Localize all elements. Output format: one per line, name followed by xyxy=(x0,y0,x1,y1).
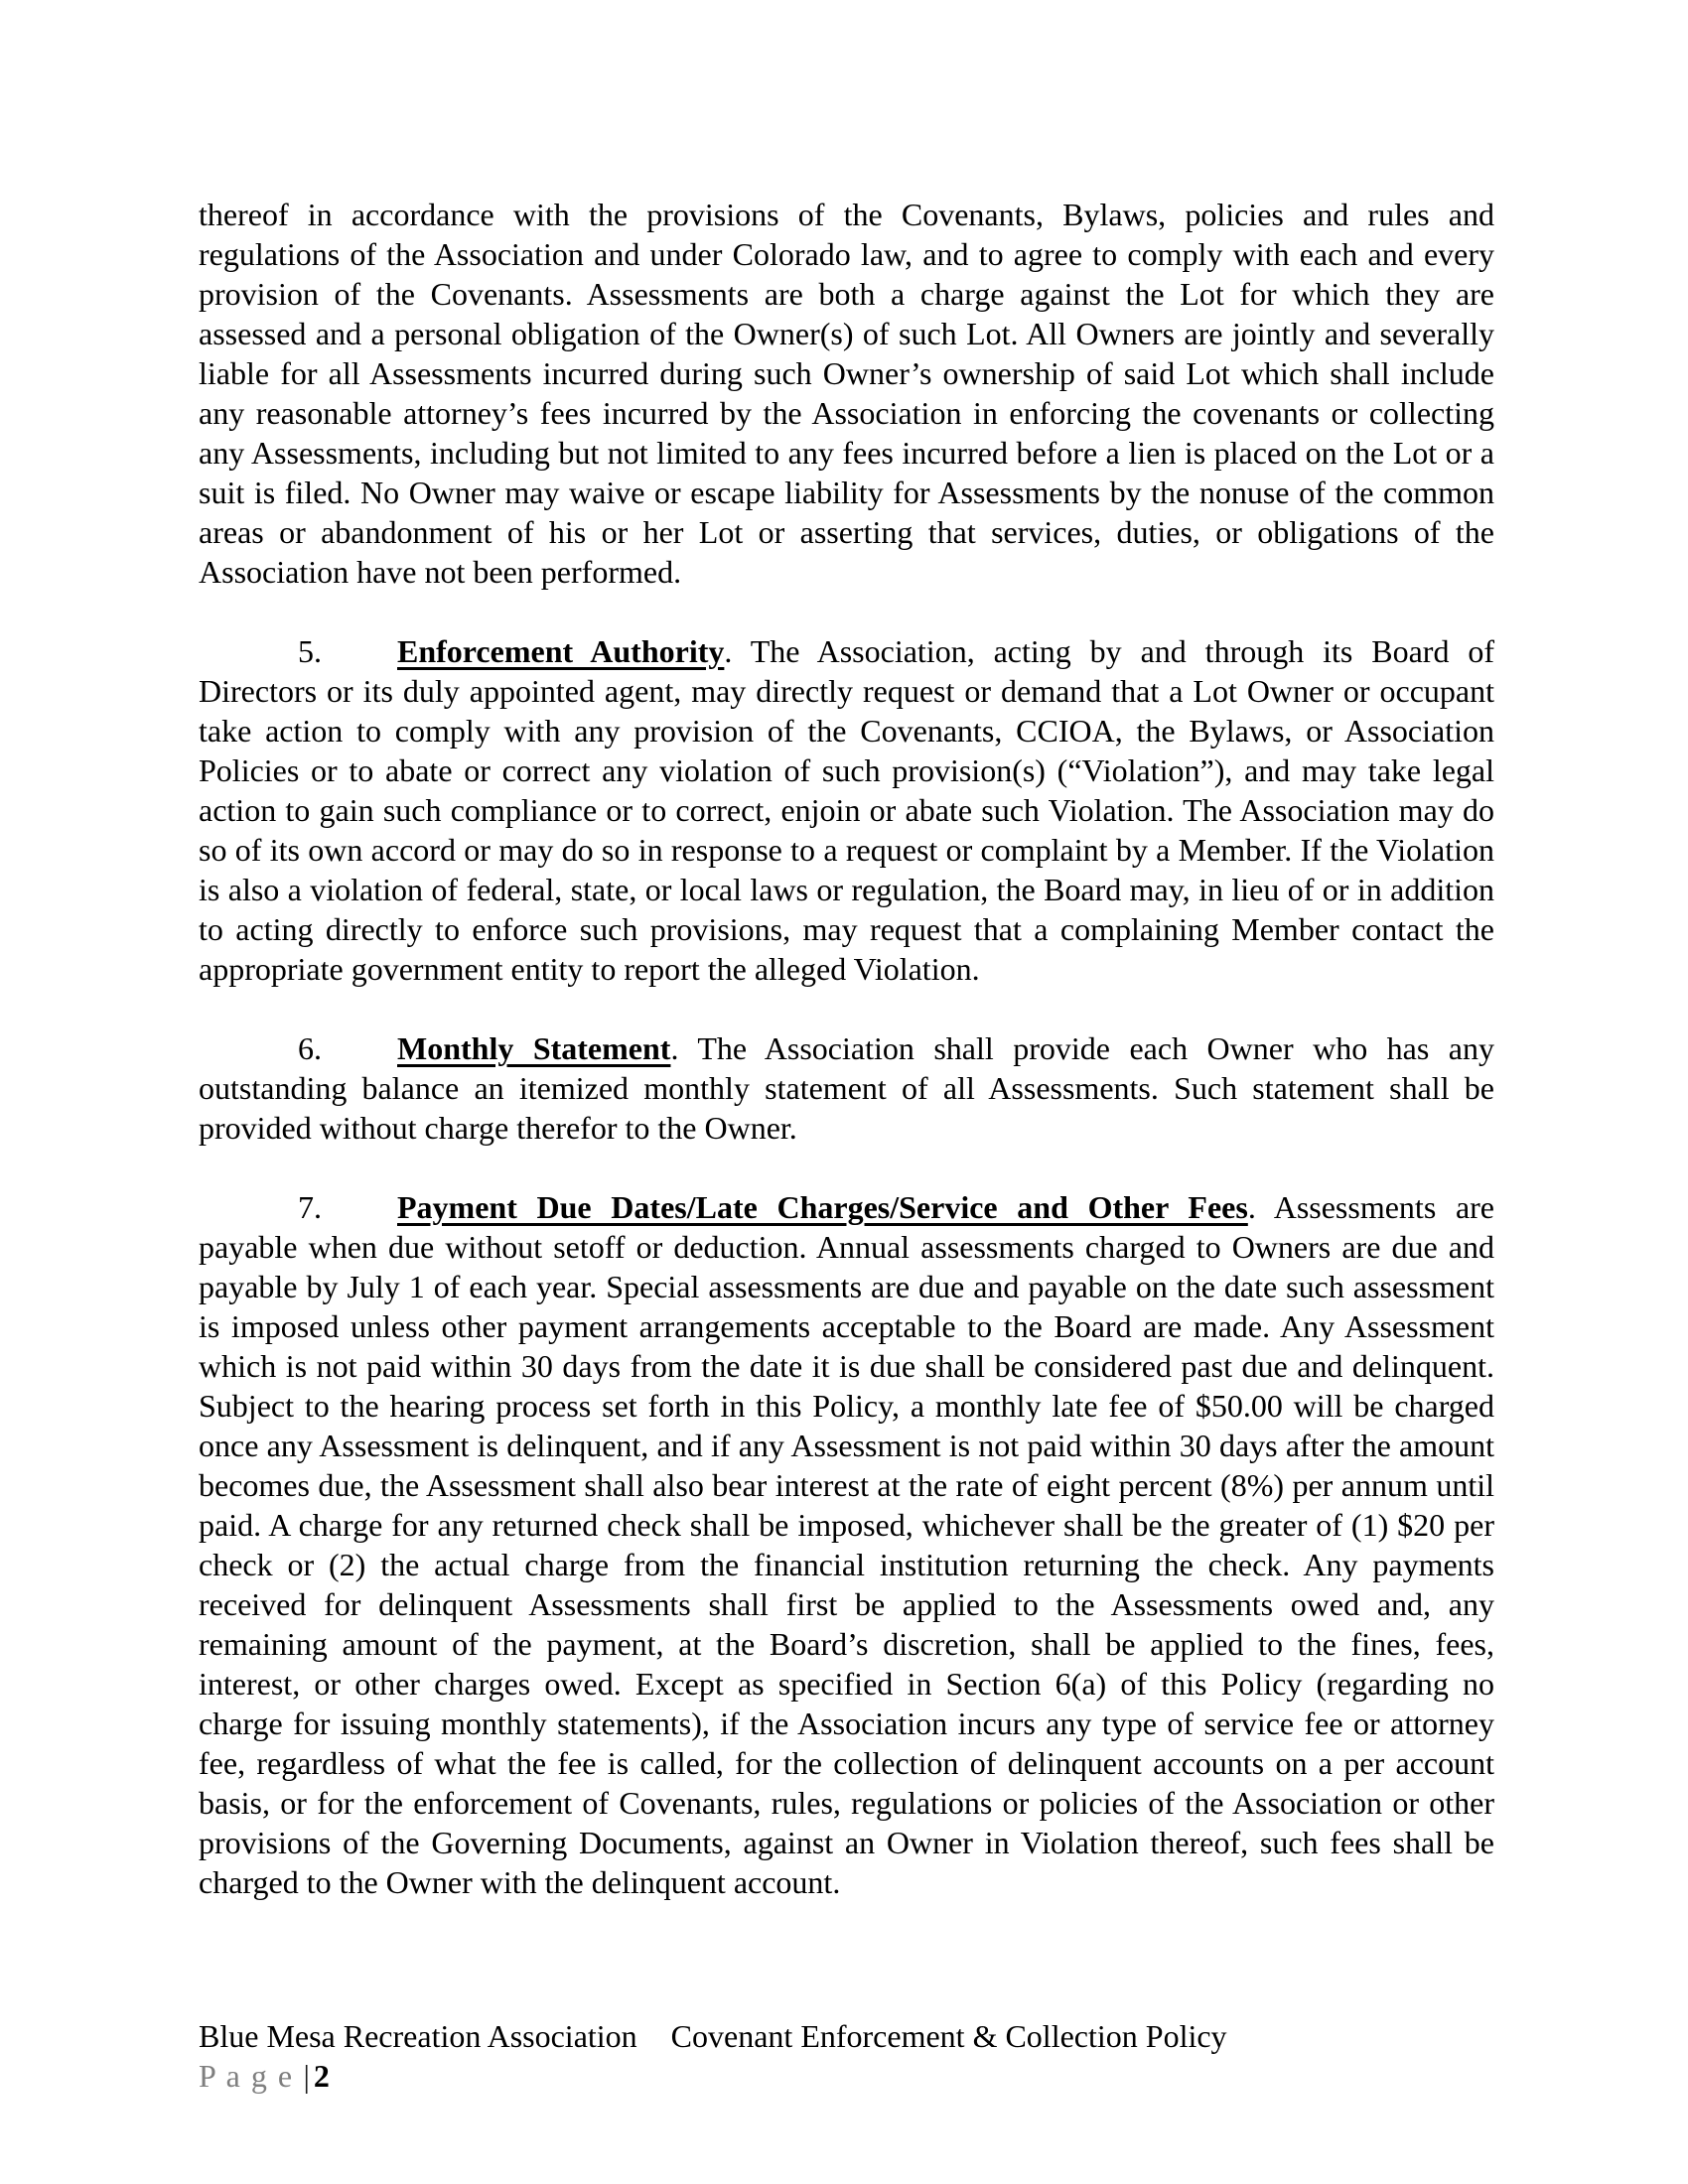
section-number: 5. xyxy=(298,633,322,669)
section-heading: Monthly Statement xyxy=(397,1030,671,1066)
section-payment-due-dates xyxy=(199,1187,1494,1902)
footer-page-number: 2 xyxy=(313,2058,330,2094)
page-footer xyxy=(199,2016,1494,2096)
footer-organization: Blue Mesa Recreation Association xyxy=(199,2018,637,2054)
document-body xyxy=(199,195,1494,1942)
footer-document-title: Covenant Enforcement & Collection Policy xyxy=(670,2018,1227,2054)
section-heading: Enforcement Authority xyxy=(397,633,725,669)
footer-page-separator: | xyxy=(303,2058,310,2094)
footer-page-line xyxy=(199,2056,1494,2096)
footer-page-word: P a g e xyxy=(199,2058,294,2094)
footer-title-line xyxy=(199,2016,1494,2056)
section-body-text: . Assessments are payable when due without setoff or deduction. Annual assessments charged to Owners are due and payable by July 1 of each year. Special assessments are due and payable on the date such assessment is imposed unless other payment arrangements acceptable to the Board are made. Any Assessment which is not paid within 30 days from the date it is due shall be considered past due and delinquent. Subject to the hearing process set forth in this Policy, a monthly late fee of $50.00 will be charged once any Assessment is delinquent, and if any Assessment is not paid within 30 days after the amount becomes due, the Assessment shall also bear interest at the rate of eight percent (8%) per annum until paid. A charge for any returned check shall be imposed, whichever shall be the greater of (1) $20 per check or (2) the actual charge from the financial institution returning the check. Any payments received for delinquent Assessments shall first be applied to the Assessments owed and, any remaining amount of the payment, at the Board’s discretion, shall be applied to the fines, fees, interest, or other charges owed. Except as specified in Section 6(a) of this Policy (regarding no charge for issuing monthly statements), if the Association incurs any type of service fee or attorney fee, regardless of what the fee is called, for the collection of delinquent accounts on a per account basis, or for the enforcement of Covenants, rules, regulations or policies of the Association or other provisions of the Governing Documents, against an Owner in Violation thereof, such fees shall be charged to the Owner with the delinquent account. xyxy=(199,1189,1495,1900)
section-number: 7. xyxy=(298,1189,322,1225)
section-body-text: . The Association shall provide each Owner who has any outstanding balance an itemized monthly statement of all Assessments. Such statement shall be provided without charge therefor to the Owner. xyxy=(199,1030,1494,1146)
section-number: 6. xyxy=(298,1030,322,1066)
section-monthly-statement xyxy=(199,1028,1494,1148)
section-body-text: . The Association, acting by and through its Board of Directors or its duly appointed agent, may directly request or demand that a Lot Owner or occupant take action to comply with any provision of the Covenants, CCIOA, the Bylaws, or Association Policies or to abate or correct any violation of such provision(s) (“Violation”), and may take legal action to gain such compliance or to correct, enjoin or abate such Violation. The Association may do so of its own accord or may do so in response to a request or complaint by a Member. If the Violation is also a violation of federal, state, or local laws or regulation, the Board may, in lieu of or in addition to acting directly to enforce such provisions, may request that a complaining Member contact the appropriate government entity to report the alleged Violation. xyxy=(199,633,1495,987)
section-heading: Payment Due Dates/Late Charges/Service and Other Fees xyxy=(397,1189,1248,1225)
section-enforcement-authority xyxy=(199,631,1494,989)
intro-paragraph: thereof in accordance with the provisions of the Covenants, Bylaws, policies and rules and regulations of the Association and under Colorado law, and to agree to comply with each and every provision of the Covenants. Assessments are both a charge against the Lot for which they are assessed and a personal obligation of the Owner(s) of such Lot. All Owners are jointly and severally liable for all Assessments incurred during such Owner’s ownership of said Lot which shall include any reasonable attorney’s fees incurred by the Association in enforcing the covenants or collecting any Assessments, including but not limited to any fees incurred before a lien is placed on the Lot or a suit is filed. No Owner may waive or escape liability for Assessments by the nonuse of the common areas or abandonment of his or her Lot or asserting that services, duties, or obligations of the Association have not been performed. xyxy=(199,197,1494,590)
